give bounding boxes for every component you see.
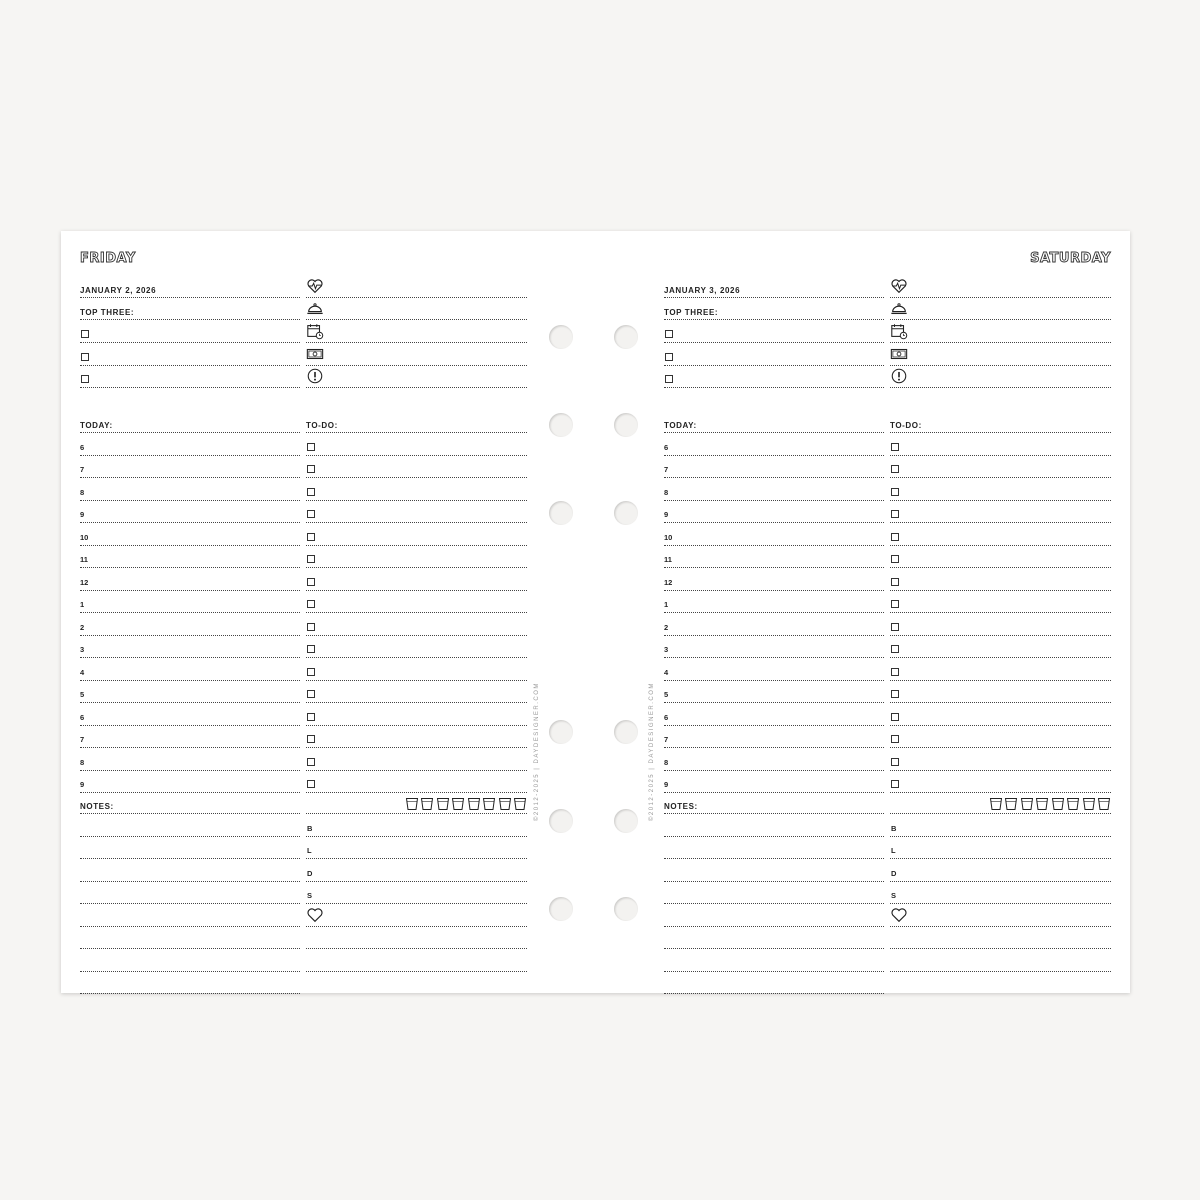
- notes-line[interactable]: [664, 860, 884, 882]
- top-three-item: [664, 366, 884, 388]
- checkbox[interactable]: [307, 443, 315, 451]
- checkbox[interactable]: [307, 713, 315, 721]
- meal-label: B: [307, 823, 313, 833]
- date-label: JANUARY 3, 2026: [664, 286, 741, 295]
- todo-item: [890, 659, 1111, 681]
- hour-label: 8: [664, 487, 669, 497]
- checkbox[interactable]: [891, 443, 899, 451]
- checkbox[interactable]: [891, 555, 899, 563]
- exclamation-icon: [890, 367, 908, 385]
- notes-label: NOTES:: [664, 802, 698, 811]
- water-tracker: [306, 792, 527, 814]
- checkbox[interactable]: [891, 465, 899, 473]
- hour-row[interactable]: [664, 501, 884, 523]
- checkbox[interactable]: [891, 488, 899, 496]
- tracker-row[interactable]: [306, 366, 527, 388]
- todo-item: [306, 456, 527, 478]
- top-three-item: [80, 344, 300, 366]
- hour-row[interactable]: [664, 614, 884, 636]
- meal-label: L: [307, 846, 312, 855]
- hour-label: 5: [80, 690, 85, 699]
- top-three-header: [80, 298, 300, 320]
- hour-row[interactable]: [80, 434, 300, 456]
- hour-label: 3: [664, 645, 669, 654]
- hour-row[interactable]: [80, 681, 300, 703]
- meal-row[interactable]: [890, 837, 1111, 859]
- checkbox[interactable]: [307, 600, 315, 608]
- checkbox[interactable]: [891, 735, 899, 743]
- hour-row[interactable]: [80, 659, 300, 681]
- meal-row[interactable]: [306, 860, 527, 882]
- todo-item: [306, 524, 527, 546]
- top-three-item: [664, 344, 884, 366]
- water-cup-icon[interactable]: [405, 797, 419, 811]
- top-three-item: [80, 366, 300, 388]
- todo-item: [890, 546, 1111, 568]
- hour-label: 12: [664, 577, 673, 587]
- notes-header: [664, 792, 884, 814]
- notes-line[interactable]: [80, 905, 300, 927]
- hour-label: 7: [80, 735, 85, 744]
- todo-item: [890, 501, 1111, 523]
- hour-row[interactable]: [664, 434, 884, 456]
- water-cups: [989, 797, 1112, 811]
- meal-row[interactable]: [890, 860, 1111, 882]
- todo-item: [890, 569, 1111, 591]
- hour-row[interactable]: [664, 569, 884, 591]
- heart-icon: [306, 906, 324, 924]
- hour-label: 6: [664, 442, 669, 452]
- hour-row[interactable]: [80, 749, 300, 771]
- checkbox[interactable]: [891, 623, 899, 631]
- binder-hole: [549, 897, 573, 921]
- checkbox[interactable]: [665, 330, 673, 338]
- calendar-clock-icon: [306, 322, 324, 340]
- tracker-row[interactable]: [890, 321, 1111, 343]
- hour-row[interactable]: [80, 456, 300, 478]
- checkbox[interactable]: [665, 375, 673, 383]
- notes-line[interactable]: [80, 837, 300, 859]
- exclamation-icon: [306, 367, 324, 385]
- hour-label: 8: [80, 757, 85, 767]
- todo-label: TO-DO:: [890, 421, 922, 430]
- todo-item: [306, 771, 527, 793]
- checkbox[interactable]: [891, 600, 899, 608]
- hour-row[interactable]: [664, 456, 884, 478]
- todo-item: [890, 614, 1111, 636]
- hour-row[interactable]: [664, 479, 884, 501]
- date-row: [80, 276, 300, 298]
- gratitude-row[interactable]: [306, 905, 527, 927]
- gratitude-row[interactable]: [890, 905, 1111, 927]
- tracker-row[interactable]: [890, 298, 1111, 320]
- checkbox[interactable]: [307, 578, 315, 586]
- todo-item: [890, 749, 1111, 771]
- checkbox[interactable]: [891, 758, 899, 766]
- meal-row[interactable]: [306, 882, 527, 904]
- hour-label: 7: [80, 465, 85, 474]
- water-cup-icon[interactable]: [1020, 797, 1034, 811]
- checkbox[interactable]: [81, 330, 89, 338]
- checkbox[interactable]: [891, 690, 899, 698]
- top-three-header: [664, 298, 884, 320]
- top-three-label: TOP THREE:: [664, 308, 719, 317]
- hour-label: 11: [80, 555, 88, 564]
- notes-line[interactable]: [664, 927, 884, 949]
- hour-row[interactable]: [80, 614, 300, 636]
- water-tracker: [890, 792, 1111, 814]
- checkbox[interactable]: [891, 510, 899, 518]
- checkbox[interactable]: [891, 533, 899, 541]
- water-cup-icon[interactable]: [482, 797, 496, 811]
- water-cup-icon[interactable]: [467, 797, 481, 811]
- todo-item: [306, 546, 527, 568]
- tracker-row[interactable]: [306, 298, 527, 320]
- today-header: [664, 411, 884, 433]
- meal-cloche-icon: [306, 299, 324, 317]
- checkbox[interactable]: [307, 465, 315, 473]
- meal-cloche-icon: [890, 299, 908, 317]
- hour-row[interactable]: [80, 546, 300, 568]
- binder-hole: [549, 720, 573, 744]
- hour-label: 6: [80, 442, 85, 452]
- tracker-row[interactable]: [306, 344, 527, 366]
- hour-label: 2: [664, 622, 669, 632]
- checkbox[interactable]: [307, 510, 315, 518]
- water-cup-icon[interactable]: [989, 797, 1003, 811]
- water-cup-icon[interactable]: [1097, 797, 1111, 811]
- notes-line[interactable]: [80, 950, 300, 972]
- todo-item: [890, 726, 1111, 748]
- checkbox[interactable]: [665, 353, 673, 361]
- checkbox[interactable]: [307, 533, 315, 541]
- notes-line[interactable]: [80, 815, 300, 837]
- today-label: TODAY:: [664, 421, 697, 430]
- blank-line: [306, 927, 527, 949]
- hour-row[interactable]: [80, 524, 300, 546]
- hour-row[interactable]: [80, 704, 300, 726]
- blank-line: [890, 950, 1111, 972]
- page-saturday: [664, 231, 1111, 993]
- top-three-item: [80, 321, 300, 343]
- tracker-row[interactable]: [306, 276, 527, 298]
- heartbeat-icon: [890, 277, 908, 295]
- todo-item: [890, 636, 1111, 658]
- todo-item: [890, 681, 1111, 703]
- todo-item: [306, 434, 527, 456]
- todo-item: [306, 681, 527, 703]
- hour-label: 10: [80, 532, 89, 542]
- heartbeat-icon: [306, 277, 324, 295]
- water-cup-icon[interactable]: [451, 797, 465, 811]
- hour-label: 10: [664, 532, 673, 542]
- checkbox[interactable]: [307, 735, 315, 743]
- checkbox[interactable]: [307, 690, 315, 698]
- hour-label: 1: [664, 600, 669, 609]
- hour-row[interactable]: [664, 524, 884, 546]
- tracker-row[interactable]: [890, 366, 1111, 388]
- checkbox[interactable]: [891, 645, 899, 653]
- checkbox[interactable]: [307, 780, 315, 788]
- todo-item: [306, 614, 527, 636]
- checkbox[interactable]: [307, 623, 315, 631]
- date-label: JANUARY 2, 2026: [80, 286, 157, 295]
- checkbox[interactable]: [891, 713, 899, 721]
- today-header: [80, 411, 300, 433]
- todo-item: [306, 749, 527, 771]
- notes-line[interactable]: [664, 882, 884, 904]
- binder-hole: [614, 325, 638, 349]
- money-icon: [890, 345, 908, 363]
- hour-row[interactable]: [664, 681, 884, 703]
- todo-item: [306, 591, 527, 613]
- water-cup-icon[interactable]: [1066, 797, 1080, 811]
- hour-row[interactable]: [664, 546, 884, 568]
- meal-label: B: [891, 823, 897, 833]
- binder-hole: [614, 501, 638, 525]
- tracker-row[interactable]: [890, 344, 1111, 366]
- todo-item: [306, 479, 527, 501]
- water-cup-icon[interactable]: [498, 797, 512, 811]
- todo-header: [890, 411, 1111, 433]
- top-three-label: TOP THREE:: [80, 308, 135, 317]
- todo-item: [306, 659, 527, 681]
- copyright-text: ©2012-2025 | DAYDESIGNER.COM: [534, 682, 540, 821]
- notes-line[interactable]: [664, 837, 884, 859]
- notes-line[interactable]: [80, 972, 300, 994]
- todo-item: [306, 726, 527, 748]
- page-friday: [80, 231, 527, 993]
- tracker-row[interactable]: [890, 276, 1111, 298]
- hour-row[interactable]: [664, 726, 884, 748]
- water-cups: [405, 797, 528, 811]
- water-cup-icon[interactable]: [436, 797, 450, 811]
- meal-row[interactable]: [306, 837, 527, 859]
- hour-label: 4: [664, 667, 669, 677]
- checkbox[interactable]: [891, 668, 899, 676]
- hour-label: 11: [664, 555, 672, 564]
- hour-row[interactable]: [664, 704, 884, 726]
- hour-label: 12: [80, 577, 89, 587]
- notes-line[interactable]: [664, 972, 884, 994]
- blank-line: [890, 927, 1111, 949]
- copyright-text: ©2012-2025 | DAYDESIGNER.COM: [649, 682, 655, 821]
- hour-row[interactable]: [664, 749, 884, 771]
- binder-hole: [614, 809, 638, 833]
- todo-item: [890, 524, 1111, 546]
- today-label: TODAY:: [80, 421, 113, 430]
- todo-item: [306, 569, 527, 591]
- heart-icon: [890, 906, 908, 924]
- checkbox[interactable]: [307, 645, 315, 653]
- notes-line[interactable]: [664, 905, 884, 927]
- hour-label: 7: [664, 735, 669, 744]
- hour-label: 4: [80, 667, 85, 677]
- water-cup-icon[interactable]: [1035, 797, 1049, 811]
- checkbox[interactable]: [307, 758, 315, 766]
- hour-label: 8: [80, 487, 85, 497]
- hour-row[interactable]: [664, 771, 884, 793]
- binder-hole: [549, 809, 573, 833]
- todo-item: [890, 591, 1111, 613]
- notes-line[interactable]: [80, 927, 300, 949]
- notes-header: [80, 792, 300, 814]
- todo-item: [890, 434, 1111, 456]
- day-title: FRIDAY: [80, 251, 136, 266]
- binder-hole: [549, 413, 573, 437]
- todo-item: [890, 704, 1111, 726]
- binder-hole: [549, 325, 573, 349]
- meal-label: L: [891, 846, 896, 855]
- checkbox[interactable]: [891, 780, 899, 788]
- hour-label: 1: [80, 600, 85, 609]
- hour-label: 9: [80, 780, 85, 789]
- hour-label: 7: [664, 465, 669, 474]
- hour-row[interactable]: [80, 726, 300, 748]
- todo-item: [890, 771, 1111, 793]
- hour-row[interactable]: [80, 479, 300, 501]
- hour-row[interactable]: [80, 501, 300, 523]
- checkbox[interactable]: [307, 555, 315, 563]
- meal-label: S: [891, 891, 897, 900]
- hour-label: 9: [664, 780, 669, 789]
- notes-line[interactable]: [664, 815, 884, 837]
- meal-label: D: [891, 868, 897, 878]
- hour-label: 2: [80, 622, 85, 632]
- hour-label: 8: [664, 757, 669, 767]
- money-icon: [306, 345, 324, 363]
- checkbox[interactable]: [307, 488, 315, 496]
- water-cup-icon[interactable]: [1082, 797, 1096, 811]
- planner-sheet: [61, 231, 1130, 993]
- water-cup-icon[interactable]: [513, 797, 527, 811]
- meal-row[interactable]: [306, 815, 527, 837]
- checkbox[interactable]: [81, 353, 89, 361]
- todo-header: [306, 411, 527, 433]
- hour-row[interactable]: [664, 636, 884, 658]
- meal-label: S: [307, 891, 313, 900]
- notes-line[interactable]: [80, 882, 300, 904]
- notes-line[interactable]: [664, 950, 884, 972]
- checkbox[interactable]: [307, 668, 315, 676]
- binder-hole: [614, 897, 638, 921]
- calendar-clock-icon: [890, 322, 908, 340]
- top-three-item: [664, 321, 884, 343]
- hour-row[interactable]: [80, 771, 300, 793]
- meal-row[interactable]: [890, 882, 1111, 904]
- binder-hole: [549, 501, 573, 525]
- blank-line: [306, 950, 527, 972]
- hour-row[interactable]: [80, 569, 300, 591]
- tracker-row[interactable]: [306, 321, 527, 343]
- water-cup-icon[interactable]: [1004, 797, 1018, 811]
- hour-label: 3: [80, 645, 85, 654]
- date-row: [664, 276, 884, 298]
- notes-line[interactable]: [80, 860, 300, 882]
- checkbox[interactable]: [81, 375, 89, 383]
- checkbox[interactable]: [891, 578, 899, 586]
- meal-label: D: [307, 868, 313, 878]
- hour-label: 6: [80, 712, 85, 722]
- hour-label: 5: [664, 690, 669, 699]
- binder-hole: [614, 720, 638, 744]
- hour-label: 9: [80, 510, 85, 519]
- hour-label: 6: [664, 712, 669, 722]
- meal-row[interactable]: [890, 815, 1111, 837]
- water-cup-icon[interactable]: [420, 797, 434, 811]
- hour-row[interactable]: [80, 591, 300, 613]
- todo-item: [890, 479, 1111, 501]
- day-title: SATURDAY: [1030, 251, 1111, 266]
- notes-label: NOTES:: [80, 802, 114, 811]
- todo-item: [306, 704, 527, 726]
- binder-hole: [614, 413, 638, 437]
- todo-item: [306, 501, 527, 523]
- hour-label: 9: [664, 510, 669, 519]
- hour-row[interactable]: [80, 636, 300, 658]
- todo-item: [306, 636, 527, 658]
- todo-item: [890, 456, 1111, 478]
- hour-row[interactable]: [664, 591, 884, 613]
- todo-label: TO-DO:: [306, 421, 338, 430]
- water-cup-icon[interactable]: [1051, 797, 1065, 811]
- hour-row[interactable]: [664, 659, 884, 681]
